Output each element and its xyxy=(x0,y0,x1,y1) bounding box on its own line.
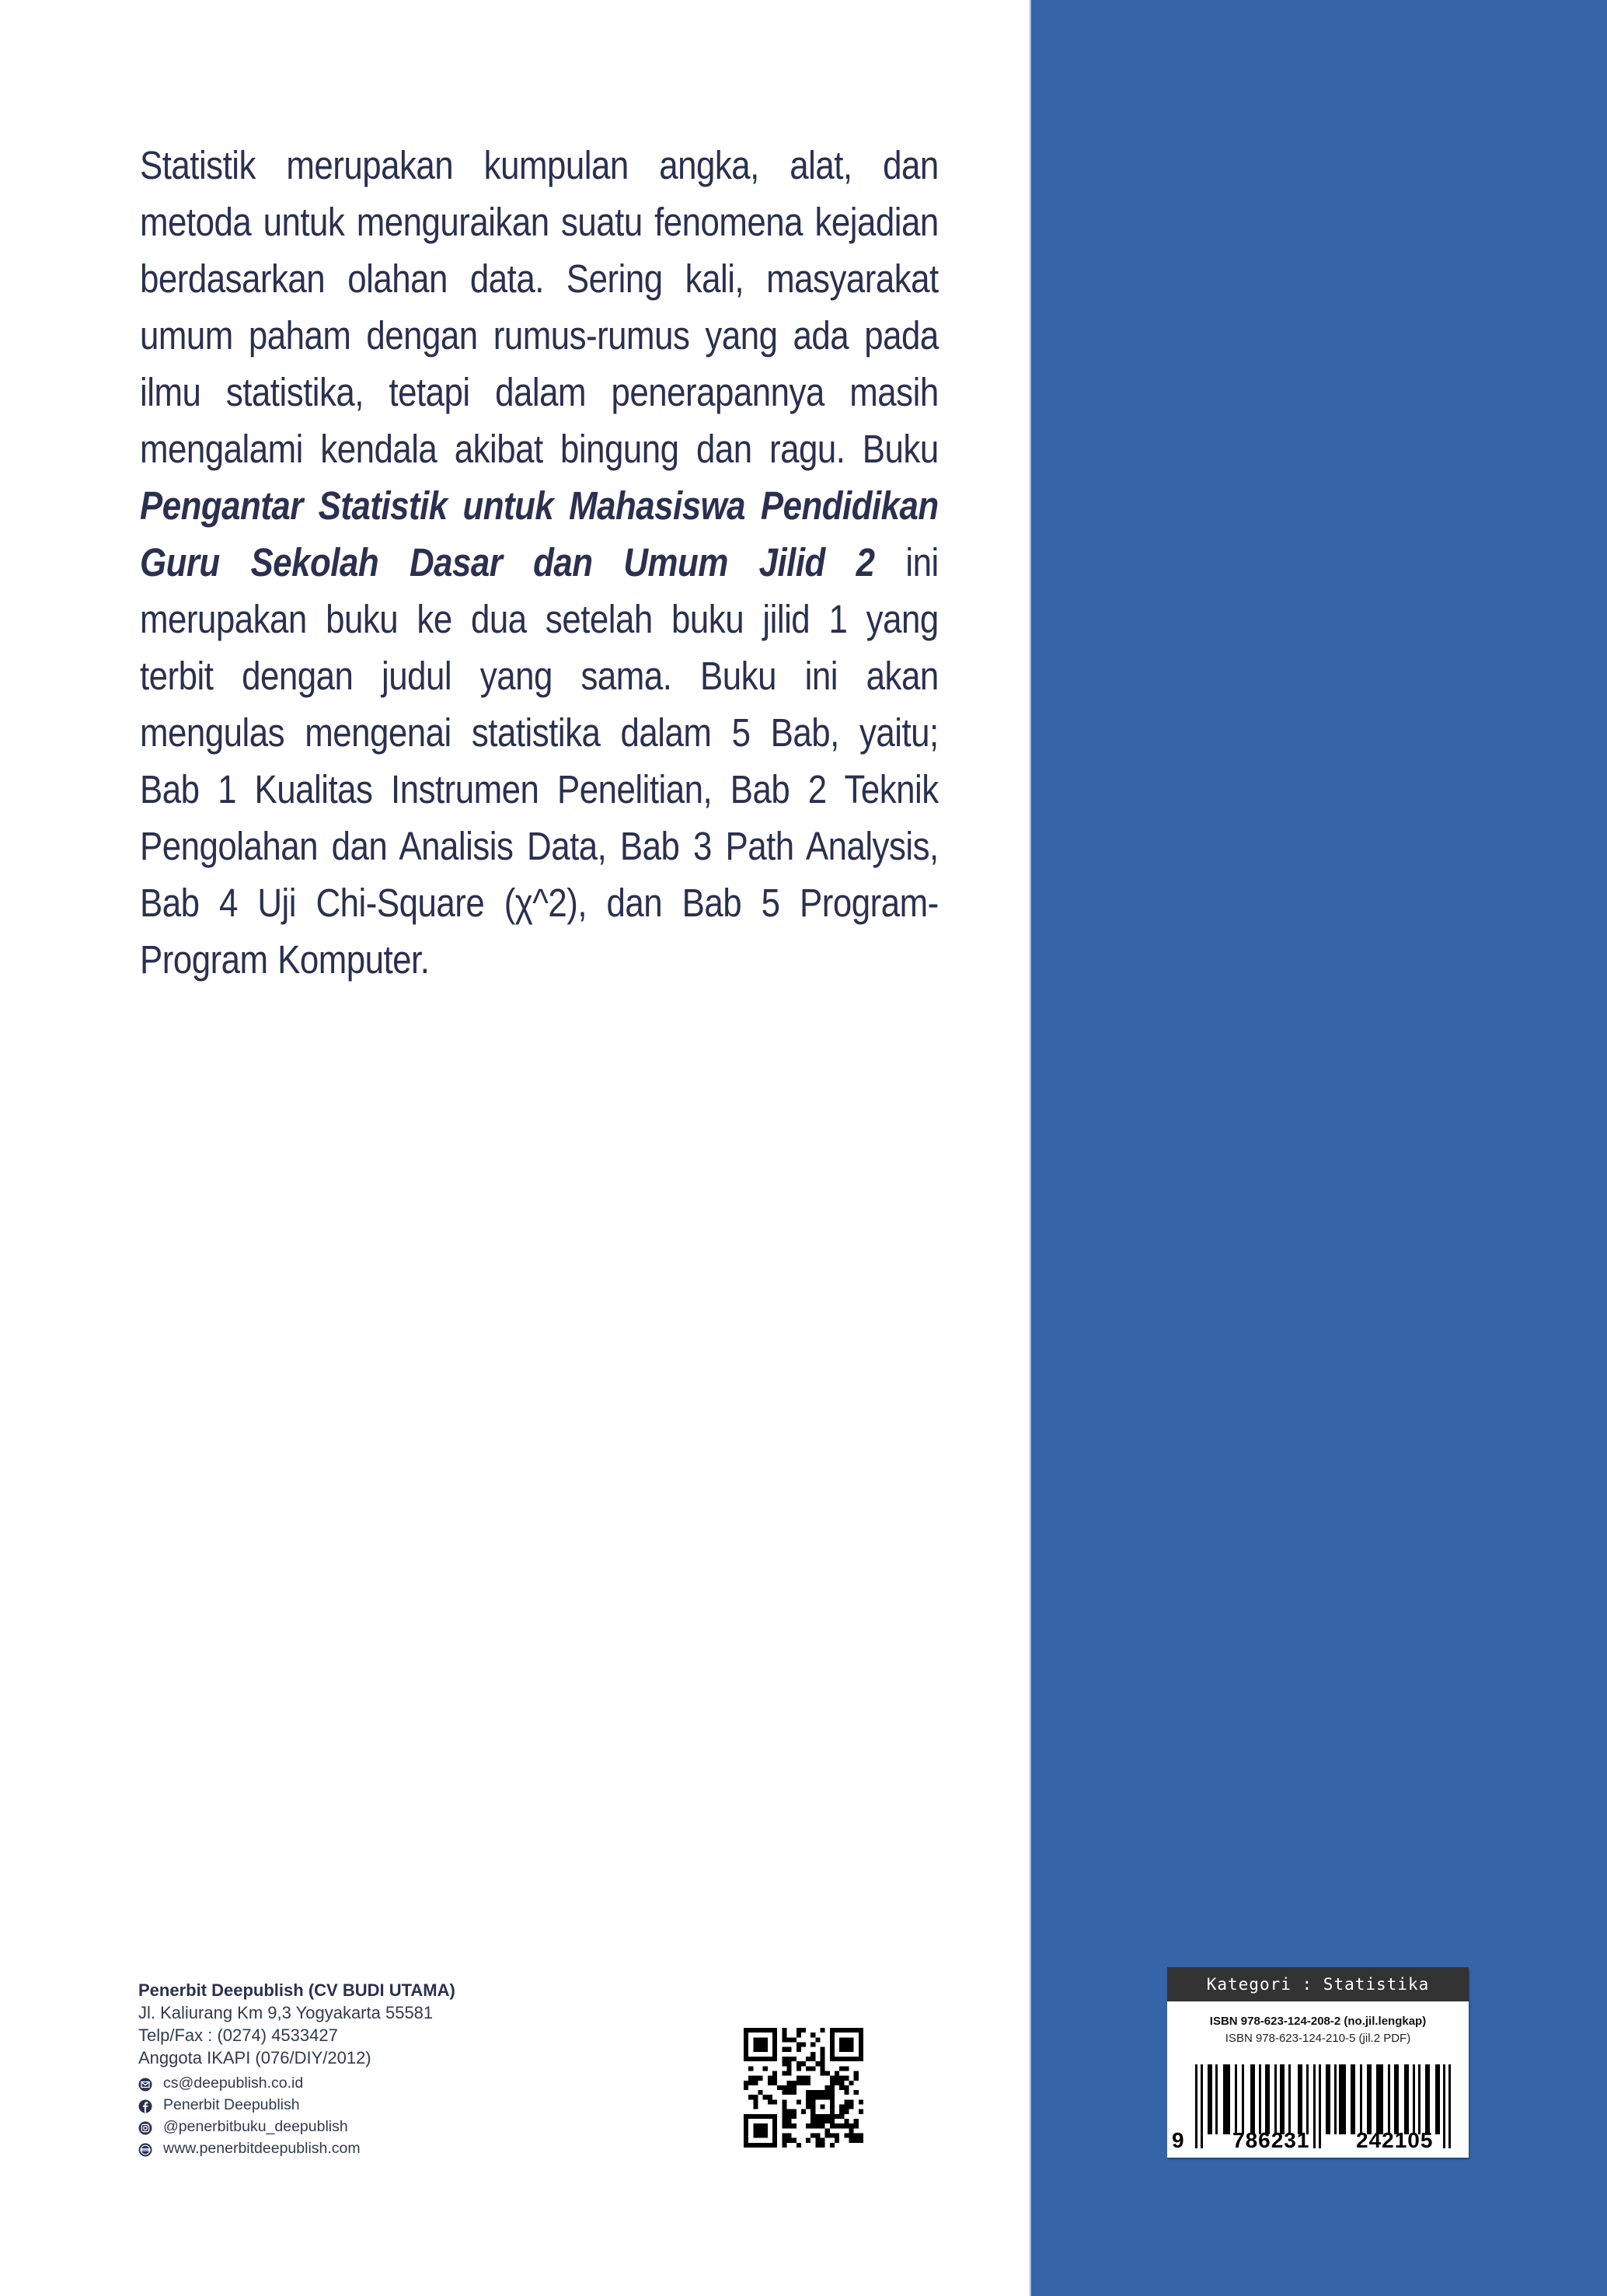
email-icon xyxy=(138,2076,152,2090)
blue-spine-panel xyxy=(1030,0,1607,2296)
publisher-name: Penerbit Deepublish (CV BUDI UTAMA) xyxy=(138,1980,455,2000)
publisher-address: Jl. Kaliurang Km 9,3 Yogyakarta 55581 xyxy=(138,2003,434,2022)
contact-instagram-text: @penerbitbuku_deepublish xyxy=(163,2118,348,2135)
publisher-membership: Anggota IKAPI (076/DIY/2012) xyxy=(138,2048,371,2067)
isbn-barcode-box xyxy=(1167,1967,1469,2158)
category-label: Kategori : Statistika xyxy=(1167,1967,1469,2001)
barcode-digits xyxy=(1167,2128,1469,2156)
blurb-paragraph-1: Statistik merupakan kumpulan angka, alat, dan metoda untuk menguraikan suatu fenomena kejadian berdasarkan olahan data. Sering kali, masyarakat umum paham dengan rumus-rumus yang ada pada ilmu statistika, tetapi dalam penerapannya masih mengalami kendala akibat bingung dan ragu. xyxy=(140,143,939,471)
qr-code[interactable] xyxy=(744,2028,863,2148)
contact-list xyxy=(138,2072,455,2159)
facebook-icon xyxy=(138,2098,152,2112)
barcode-left-digits: 786231 xyxy=(1232,2128,1310,2152)
blurb-lead: Buku xyxy=(862,427,939,471)
qr-code-pattern xyxy=(744,2028,863,2148)
isbn-complete-set: ISBN 978-623-124-208-2 (no.jil.lengkap) xyxy=(1209,2015,1427,2028)
svg-text:www: www xyxy=(142,2148,148,2152)
publisher-phone: Telp/Fax : (0274) 4533427 xyxy=(138,2026,338,2045)
isbn-volume: ISBN 978-623-124-210-5 (jil.2 PDF) xyxy=(1225,2032,1411,2045)
blurb-paragraph-2: ini merupakan buku ke dua setelah buku jilid 1 yang terbit dengan judul yang sama. Buku ini akan mengulas mengenai statistika dalam 5 Bab, yaitu; Bab 1 Kualitas Instrumen Penelitian, Bab 2 Teknik Pengolahan dan Analisis Data, Bab 3 Path Analysis, Bab 4 Uji Chi-Square (χ^2), dan Bab 5 Program-Program Komputer. xyxy=(140,540,939,982)
contact-website[interactable] xyxy=(138,2137,455,2159)
web-icon xyxy=(138,2141,152,2155)
barcode-lead-digit: 9 xyxy=(1172,2128,1184,2152)
contact-instagram[interactable] xyxy=(138,2116,455,2137)
book-blurb xyxy=(140,137,939,988)
contact-email[interactable] xyxy=(138,2072,455,2094)
barcode-right-digits: 242105 xyxy=(1356,2128,1434,2152)
contact-facebook[interactable] xyxy=(138,2094,455,2116)
book-title: Pengantar Statistik untuk Mahasiswa Pendidikan Guru Sekolah Dasar dan Umum Jilid 2 xyxy=(140,483,939,584)
contact-email-text: cs@deepublish.co.id xyxy=(163,2074,304,2092)
instagram-icon xyxy=(138,2120,152,2134)
contact-facebook-text: Penerbit Deepublish xyxy=(163,2096,300,2113)
contact-website-text: www.penerbitdeepublish.com xyxy=(163,2140,361,2157)
publisher-info xyxy=(138,1979,455,2159)
